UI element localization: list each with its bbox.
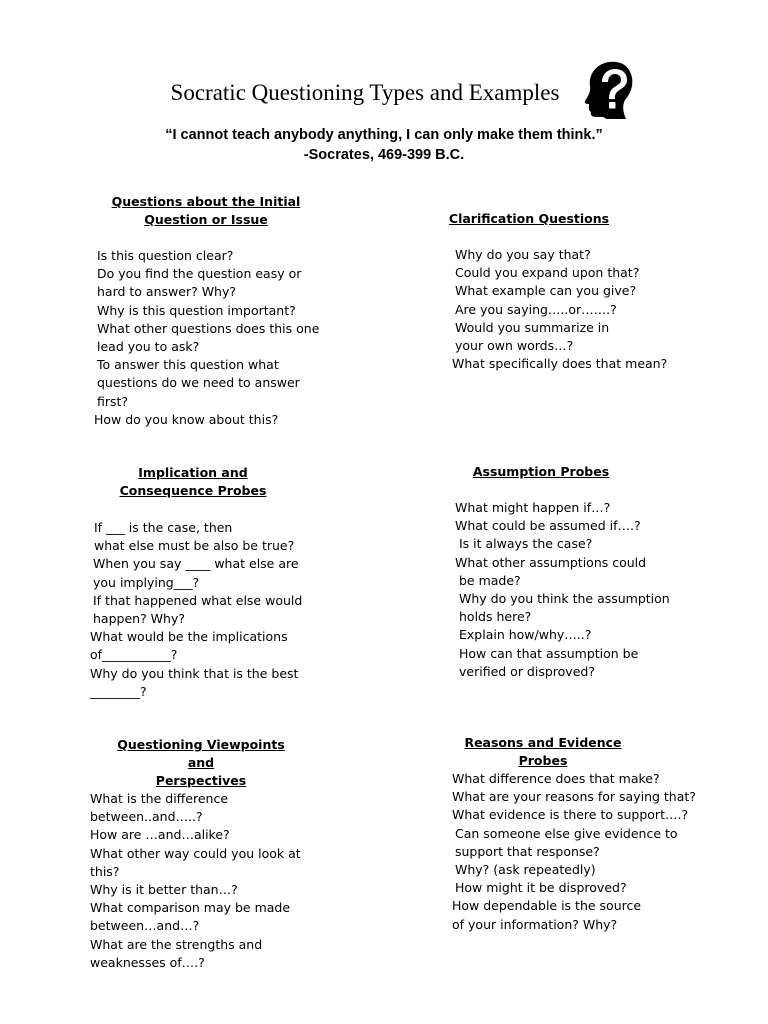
list-item: hard to answer? Why? [97,284,237,300]
list-item: Why is it better than…? [90,882,238,898]
list-item: of your information? Why? [452,916,618,932]
list-item: Why is this question important? [97,302,296,318]
list-item: Would you summarize in [455,319,610,335]
heading-line: Perspectives [155,773,247,788]
list-item: between..and…..? [90,809,203,825]
list-item: happen? Why? [93,611,185,627]
list-item: To answer this question what [97,357,279,373]
section-heading-reasons-evidence [448,734,638,770]
list-item: Why do you say that? [455,247,591,262]
list-item: How do you know about this? [94,411,279,427]
list-item: Why do you think the assumption [459,591,670,607]
heading-line: Questions about the Initial [111,194,301,209]
question-list-implication [90,519,302,701]
heading-line: Reasons and Evidence Probes [464,735,622,768]
list-item: what else must be also be true? [94,538,295,554]
list-item: What specifically does that mean? [452,356,668,372]
list-item: What other questions does this one [97,320,320,336]
list-item: What are your reasons for saying that? [452,789,696,805]
list-item: When you say ____ what else are [93,556,299,572]
list-item: be made? [459,572,521,588]
list-item: Could you expand upon that? [455,265,640,281]
list-item: lead you to ask? [97,339,200,355]
section-heading-implication [110,464,276,500]
list-item: support that response? [455,843,600,859]
list-item: this? [90,863,120,879]
list-item: Why do you think that is the best [90,665,299,681]
heading-line: Questioning Viewpoints and [117,737,285,770]
list-item: between…and…? [90,918,200,934]
list-item: Explain how/why…..? [459,627,592,643]
question-list-viewpoints [90,790,301,972]
list-item: Is this question clear? [97,248,234,263]
list-item: What difference does that make? [452,771,660,786]
list-item: Why? (ask repeatedly) [455,862,596,878]
list-item: What example can you give? [455,283,637,299]
quote-attribution: -Socrates, 469-399 B.C. [303,147,465,163]
page-title: Socratic Questioning Types and Examples [170,80,560,105]
question-list-assumption [452,499,670,681]
question-list-initial-question [93,247,319,429]
list-item: holds here? [459,609,532,625]
list-item: What is the difference [90,791,229,806]
question-list-clarification [452,246,667,373]
list-item: weaknesses of….? [90,954,205,970]
list-item: of___________? [90,647,178,663]
heading-line: Implication and [138,465,248,480]
heading-line: Clarification Questions [448,211,610,226]
list-item: first? [97,393,129,409]
list-item: verified or disproved? [459,663,595,679]
list-item: What other assumptions could [455,554,647,570]
head-question-mark-icon [582,58,640,122]
list-item: What could be assumed if….? [455,518,641,534]
list-item: Is it always the case? [459,536,593,552]
list-item: What would be the implications [90,629,288,645]
section-heading-viewpoints [106,736,296,790]
list-item: you implying___? [93,574,200,590]
list-item: Can someone else give evidence to [455,825,678,841]
socrates-quote: “I cannot teach anybody anything, I can only make them think.” [165,127,603,143]
list-item: If ___ is the case, then [94,520,233,535]
heading-line: Consequence Probes [119,483,267,498]
heading-line: Assumption Probes [472,464,610,479]
list-item: Are you saying…..or…….? [455,301,617,317]
heading-line: Question or Issue [144,212,268,227]
list-item: Do you find the question easy or [97,266,302,282]
list-item: What comparison may be made [90,900,291,916]
list-item: What other way could you look at [90,845,301,861]
list-item: your own words…? [455,338,574,354]
list-item: If that happened what else would [93,592,303,608]
list-item: What are the strengths and [90,936,263,952]
section-heading-assumption [452,463,630,481]
list-item: questions do we need to answer [97,375,300,391]
question-list-reasons-evidence [451,770,696,934]
list-item: How can that assumption be [459,645,639,661]
list-item: What might happen if…? [455,500,611,515]
list-item: How are …and…alike? [90,827,230,843]
list-item: What evidence is there to support….? [452,807,689,823]
section-heading-initial-question [108,193,304,229]
list-item: ________? [90,683,147,699]
list-item: How dependable is the source [452,898,642,914]
list-item: How might it be disproved? [455,880,627,896]
section-heading-clarification [440,210,618,228]
